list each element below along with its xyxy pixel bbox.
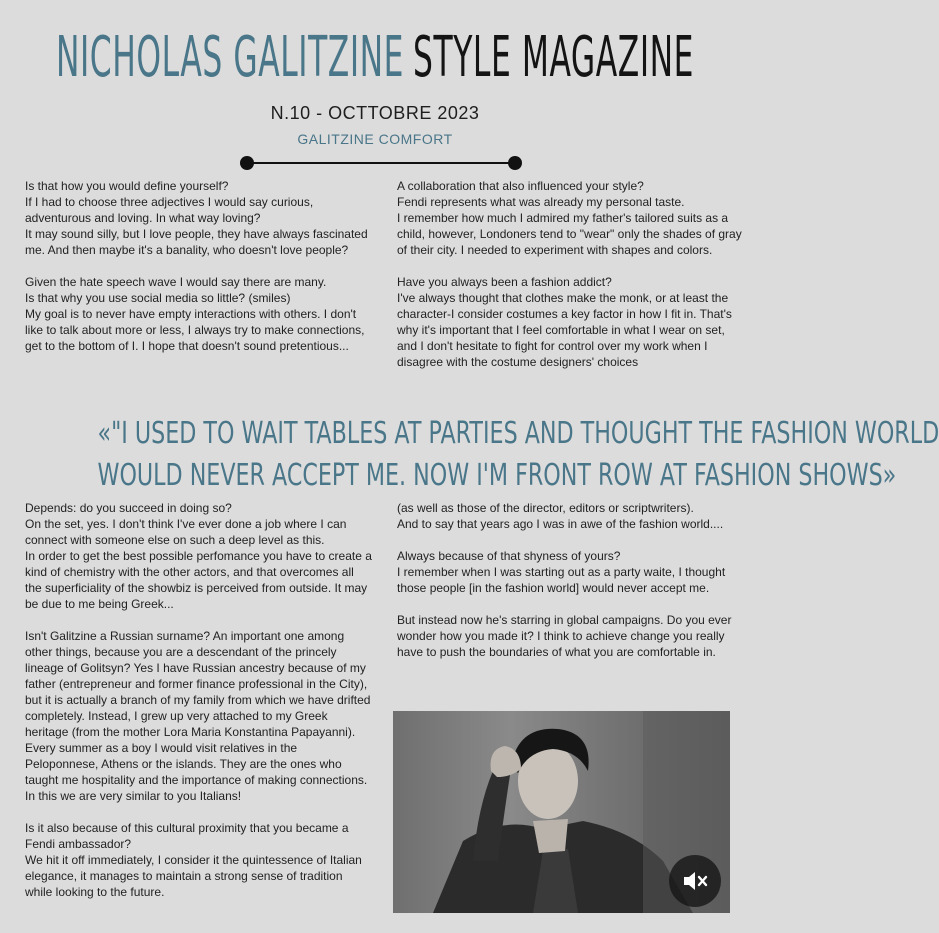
- paragraph: (as well as those of the director, editors or scriptwriters). And to say that years ago I was in awe of the fashion world....: [397, 501, 724, 531]
- column-top-right: [397, 178, 742, 370]
- masthead-magazine: STYLE MAGAZINE: [413, 25, 695, 90]
- pull-quote: [0, 413, 939, 497]
- paragraph: Is that how you would define yourself? If I had to choose three adjectives I would say curious, adventurous and loving. In what way loving? It may sound silly, but I love people, they have always fascinated me. And then maybe it's a banality, who doesn't love people?: [25, 179, 368, 257]
- divider-dot-right: [508, 156, 522, 170]
- paragraph: Is it also because of this cultural proximity that you became a Fendi ambassador? We hit it off immediately, I consider it the quintessence of Italian elegance, it manages to maintain a strong sense of tradition while looking to the future.: [25, 821, 362, 899]
- masthead-name: NICHOLAS GALITZINE: [55, 25, 405, 90]
- divider-dot-left: [240, 156, 254, 170]
- paragraph: Have you always been a fashion addict? I've always thought that clothes make the monk, or at least the character-I consider costumes a key factor in how I fit in. That's why it's important that I feel comfortable in what I wear on set, and I don't hesitate to fight for control over my work when I disagree with the costume designers' choices: [397, 275, 732, 369]
- paragraph: Always because of that shyness of yours? I remember when I was starting out as a party waite, I thought those people [in the fashion world] would never accept me.: [397, 549, 726, 595]
- section-subtitle: GALITZINE COMFORT: [297, 131, 453, 147]
- paragraph: Isn't Galitzine a Russian surname? An important one among other things, because you are a descendant of the princely lineage of Golitsyn? Yes I have Russian ancestry because of my father (entrepreneur and former finance professional in the City), but it is actually a branch of my family from which we have drifted completely. Instead, I grew up very attached to my Greek heritage (from the mother Lora Maria Konstantina Papayanni). Every summer as a boy I would visit relatives in the Peloponnese, Athens or the islands. They are the ones who taught me hospitality and the importance of making connections. In this we are very similar to you Italians!: [25, 629, 371, 803]
- mute-button[interactable]: [669, 855, 721, 907]
- divider: [240, 156, 522, 170]
- issue-number: N.10 - OCTTOBRE 2023: [270, 103, 480, 123]
- paragraph: But instead now he's starring in global campaigns. Do you ever wonder how you made it? I think to achieve change you really have to push the boundaries of what you are comfortable in.: [397, 613, 732, 659]
- pull-quote-line-2: WOULD NEVER ACCEPT ME. NOW I'M FRONT ROW AT FASHION SHOWS»: [97, 458, 897, 493]
- masthead: [55, 22, 695, 94]
- speaker-muted-icon: [682, 869, 708, 893]
- paragraph: A collaboration that also influenced your style? Fendi represents what was already my personal taste. I remember how much I admired my father's tailored suits as a child, however, Londoners tend to "wear" only the shades of gray of their city. I needed to experiment with shapes and colors.: [397, 179, 742, 257]
- paragraph: Given the hate speech wave I would say there are many. Is that why you use social media so little? (smiles) My goal is to never have empty interactions with others. I don't like to talk about more or less, I always try to make connections, get to the bottom of I. I hope that doesn't sound pretentious...: [25, 275, 365, 353]
- paragraph: Depends: do you succeed in doing so? On the set, yes. I don't think I've ever done a job where I can connect with someone else on such a deep level as this. In order to get the best possible perfomance you have to create a kind of chemistry with the other actors, and that overcomes all the superficiality of the showbiz is perceived from outside. It may be due to me being Greek...: [25, 501, 372, 611]
- column-bottom-left: [25, 500, 373, 900]
- column-top-left: [25, 178, 373, 354]
- column-bottom-right: [397, 500, 742, 660]
- pull-quote-line-1: «"I USED TO WAIT TABLES AT PARTIES AND THOUGHT THE FASHION WORLD: [97, 416, 939, 451]
